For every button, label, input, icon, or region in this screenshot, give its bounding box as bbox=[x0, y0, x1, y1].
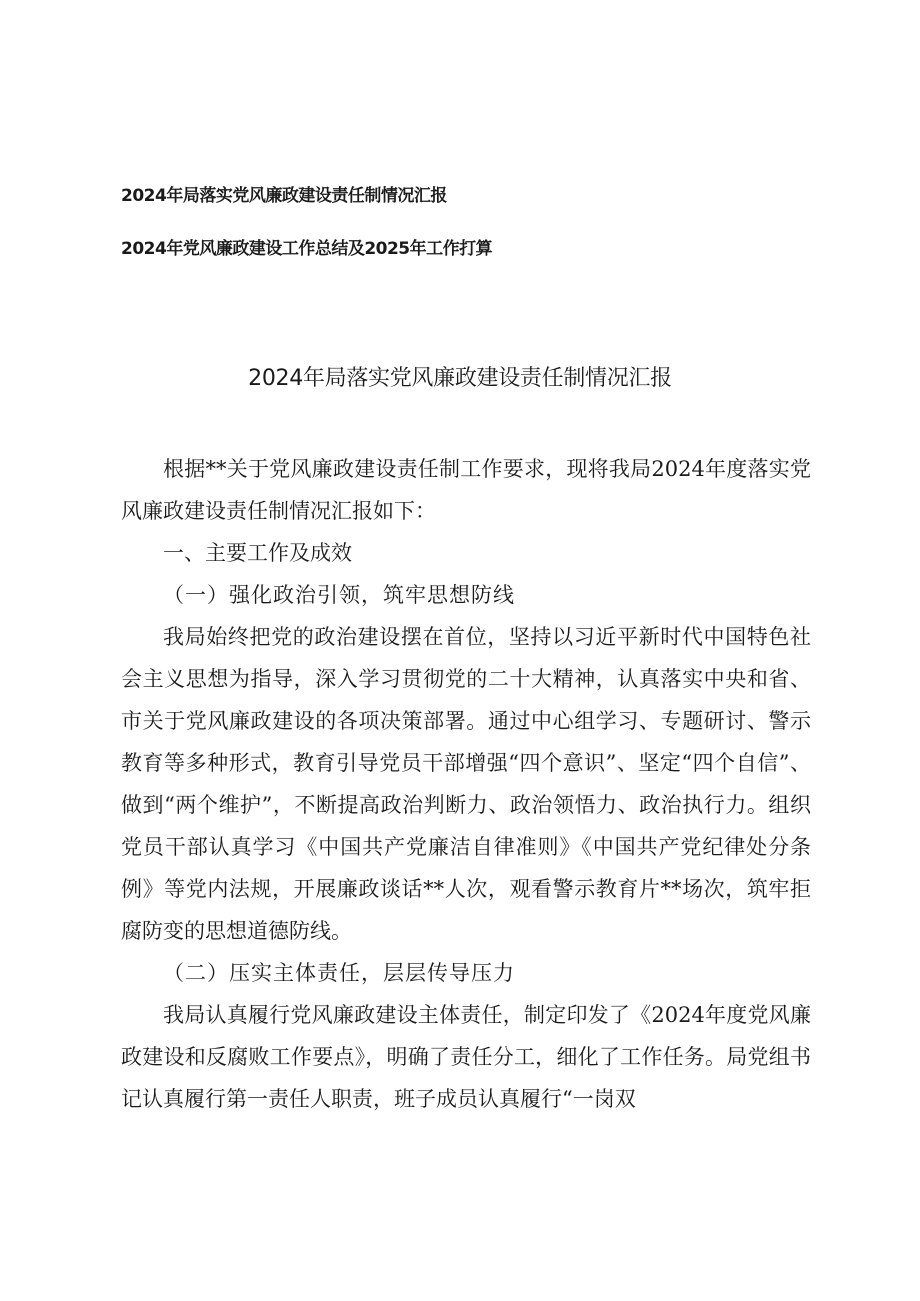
intro-paragraph: 根据**关于党风廉政建设责任制工作要求，现将我局2024年度落实党风廉政建设责任制情况汇报如下： bbox=[121, 457, 811, 523]
document-title: 2024年局落实党风廉政建设责任制情况汇报 bbox=[248, 366, 672, 391]
toc-item-1: 2024年局落实党风廉政建设责任制情况汇报 bbox=[121, 186, 447, 206]
section-heading-main-work: 一、主要工作及成效 bbox=[163, 541, 352, 565]
paragraph-main-responsibility: 我局认真履行党风廉政建设主体责任，制定印发了《2024年度党风廉政建设和反腐败工作要点》，明确了责任分工，细化了工作任务。局党组书记认真履行第一责任人职责，班子成员认真履行“一岗双 bbox=[121, 1003, 811, 1111]
document-body bbox=[121, 448, 811, 1120]
subsection-heading-main-responsibility: （二）压实主体责任，层层传导压力 bbox=[163, 961, 515, 985]
paragraph-political-guidance: 我局始终把党的政治建设摆在首位，坚持以习近平新时代中国特色社会主义思想为指导，深入学习贯彻党的二十大精神，认真落实中央和省、市关于党风廉政建设的各项决策部署。通过中心组学习、专题研讨、警示教育等多种形式，教育引导党员干部增强“四个意识”、坚定“四个自信”、做到“两个维护”，不断提高政治判断力、政治领悟力、政治执行力。组织党员干部认真学习《中国共产党廉洁自律准则》《中国共产党纪律处分条例》等党内法规，开展廉政谈话**人次，观看警示教育片**场次，筑牢拒腐防变的思想道德防线。 bbox=[121, 625, 811, 943]
subsection-heading-political-guidance: （一）强化政治引领，筑牢思想防线 bbox=[163, 583, 515, 607]
toc-item-2: 2024年党风廉政建设工作总结及2025年工作打算 bbox=[121, 239, 493, 259]
